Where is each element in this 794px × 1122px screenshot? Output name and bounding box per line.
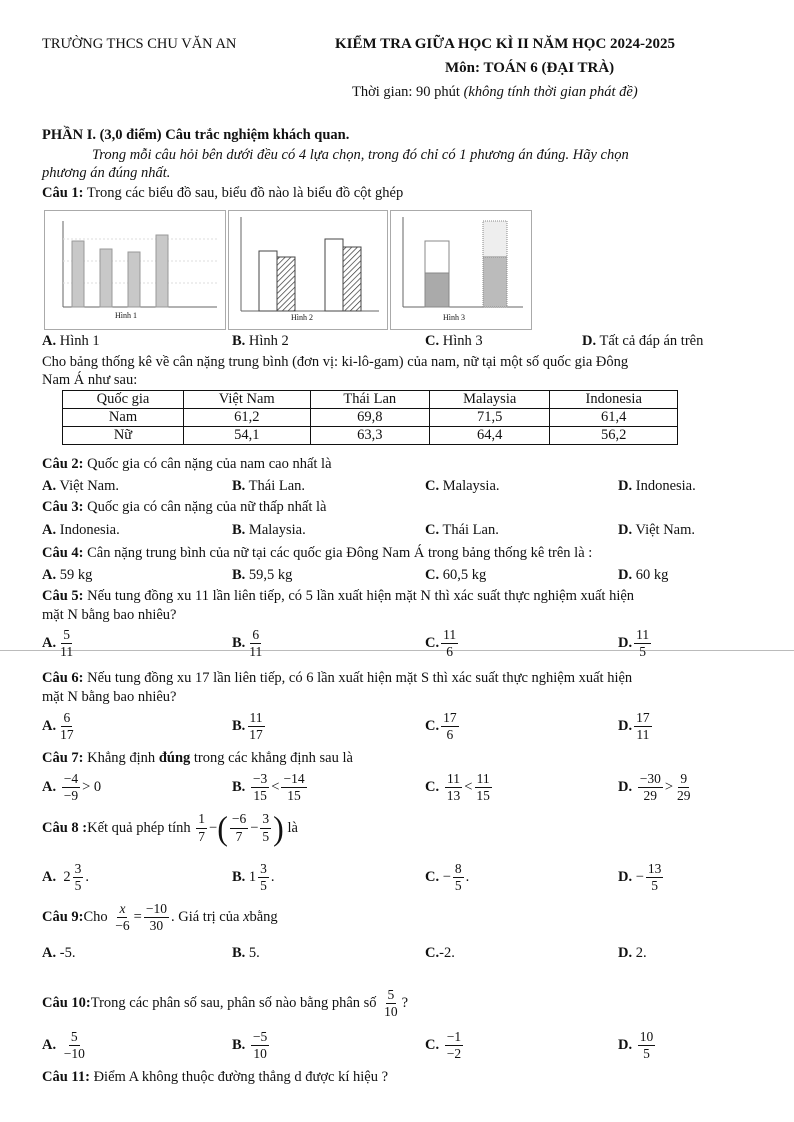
option-fraction bbox=[247, 628, 264, 659]
q7-stem bbox=[42, 750, 353, 767]
option-letter: D. bbox=[618, 635, 633, 651]
option-text: Hình 2 bbox=[245, 333, 289, 349]
option-fraction bbox=[62, 772, 80, 803]
q9-option-d[interactable] bbox=[618, 945, 647, 962]
denominator: 5 bbox=[639, 644, 646, 660]
option-fraction bbox=[441, 711, 459, 742]
numerator: 6 bbox=[250, 628, 261, 644]
denominator: 5 bbox=[454, 878, 462, 894]
option-text: 5. bbox=[245, 945, 260, 961]
numerator: −14 bbox=[281, 772, 306, 788]
option-letter: B. bbox=[232, 522, 246, 538]
table-header-cell: Malaysia bbox=[430, 391, 550, 409]
q1-option-a[interactable] bbox=[42, 333, 100, 350]
denominator: −9 bbox=[63, 788, 79, 804]
table-header-cell: Việt Nam bbox=[184, 391, 311, 409]
option-text: Việt Nam. bbox=[632, 522, 696, 538]
comparison: > 0 bbox=[82, 779, 102, 795]
q6-option-b[interactable] bbox=[232, 711, 267, 742]
option-fraction bbox=[58, 628, 75, 659]
numerator: 6 bbox=[61, 711, 72, 727]
equals-sign: = bbox=[133, 909, 142, 926]
option-text: 2. bbox=[632, 945, 647, 961]
option-letter: D. bbox=[582, 333, 597, 349]
numerator: x bbox=[117, 902, 127, 918]
table-cell: 64,4 bbox=[430, 427, 550, 445]
denominator: 17 bbox=[249, 727, 263, 743]
numerator: 11 bbox=[634, 628, 651, 644]
q8-option-c[interactable] bbox=[425, 862, 469, 893]
q10-option-a[interactable] bbox=[42, 1030, 89, 1061]
table-header-cell: Indonesia bbox=[550, 391, 678, 409]
denominator: 5 bbox=[643, 1046, 650, 1062]
q7-text-post: trong các khẳng định sau là bbox=[190, 750, 353, 766]
option-text: Việt Nam. bbox=[56, 478, 120, 494]
q8-text: Kết quả phép tính bbox=[87, 819, 191, 836]
option-fraction bbox=[247, 711, 265, 742]
table-cell: 63,3 bbox=[310, 427, 430, 445]
q3-text: Quốc gia có cân nặng của nữ thấp nhất là bbox=[83, 499, 327, 515]
q8-minus: − bbox=[209, 819, 218, 836]
numerator: 1 bbox=[196, 812, 207, 828]
option-letter: A. bbox=[42, 333, 57, 349]
q7-option-b[interactable] bbox=[232, 772, 309, 803]
q5-label: Câu 5: bbox=[42, 588, 84, 604]
numerator: 11 bbox=[445, 772, 462, 788]
option-text: Malaysia. bbox=[439, 478, 500, 494]
option-text: Tất cả đáp án trên bbox=[596, 333, 704, 349]
option-letter: A. bbox=[42, 478, 57, 494]
option-letter: C. bbox=[425, 635, 440, 651]
option-fraction bbox=[646, 862, 664, 893]
q7-option-a[interactable] bbox=[42, 772, 101, 803]
numerator: 10 bbox=[638, 1030, 656, 1046]
option-fraction bbox=[258, 862, 269, 893]
q6-option-c[interactable] bbox=[425, 711, 461, 742]
option-fraction bbox=[474, 772, 492, 803]
denominator: 13 bbox=[446, 788, 461, 804]
q9-option-b[interactable] bbox=[232, 945, 260, 962]
q8-stem bbox=[42, 809, 298, 847]
q1-text: Trong các biểu đồ sau, biểu đồ nào là biểu đồ cột ghép bbox=[83, 185, 404, 201]
q9-frac-rhs bbox=[144, 902, 169, 933]
denominator: 10 bbox=[253, 1046, 267, 1062]
q6-option-a[interactable] bbox=[42, 711, 78, 742]
numerator: 3 bbox=[73, 862, 84, 878]
q9-frac-lhs bbox=[113, 902, 131, 933]
q4-option-c[interactable] bbox=[425, 567, 486, 584]
option-text: 60,5 kg bbox=[439, 567, 487, 583]
denominator: 15 bbox=[253, 788, 267, 804]
q2-option-d[interactable] bbox=[618, 478, 696, 495]
option-fraction bbox=[634, 711, 652, 742]
comparison: < bbox=[464, 779, 473, 795]
left-paren: ( bbox=[217, 809, 228, 847]
option-fraction bbox=[675, 772, 693, 803]
option-letter: B. bbox=[232, 869, 246, 886]
option-letter: B. bbox=[232, 333, 246, 349]
option-fraction bbox=[445, 1030, 463, 1061]
table-cell: 61,2 bbox=[184, 409, 311, 427]
option-fraction bbox=[62, 1030, 87, 1061]
denominator: 15 bbox=[476, 788, 490, 804]
denominator: 7 bbox=[198, 828, 205, 844]
option-letter: B. bbox=[232, 635, 246, 651]
q7-option-d[interactable] bbox=[618, 772, 695, 803]
q10-option-c[interactable] bbox=[425, 1030, 465, 1061]
option-text: Malaysia. bbox=[245, 522, 306, 538]
q4-option-a[interactable] bbox=[42, 567, 92, 584]
option-letter: D. bbox=[618, 478, 633, 494]
numerator: 17 bbox=[441, 711, 459, 727]
q10-stem bbox=[42, 988, 408, 1019]
option-letter: B. bbox=[232, 1037, 246, 1053]
numerator: 11 bbox=[475, 772, 492, 788]
q9-label: Câu 9: bbox=[42, 909, 84, 926]
table-intro-line1: Cho bảng thống kê về cân nặng trung bình (đơn vị: ki-lô-gam) của nam, nữ tại một số quốc gia Đông bbox=[42, 354, 629, 370]
option-letter: A. bbox=[42, 869, 57, 886]
numerator: −30 bbox=[638, 772, 663, 788]
table-header-cell: Quốc gia bbox=[63, 391, 184, 409]
option-letter: C. bbox=[425, 945, 440, 961]
numerator: 13 bbox=[646, 862, 664, 878]
exam-title: KIỂM TRA GIỮA HỌC KÌ II NĂM HỌC 2024-2025 bbox=[335, 36, 676, 52]
denominator: 5 bbox=[260, 878, 267, 894]
q9-text-pre: Cho bbox=[83, 909, 108, 926]
q11-text: Điểm A không thuộc đường thẳng d được kí hiệu ? bbox=[89, 1069, 389, 1085]
option-letter: B. bbox=[232, 945, 246, 961]
table-cell: 61,4 bbox=[550, 409, 678, 427]
school-name: TRƯỜNG THCS CHU VĂN AN bbox=[42, 36, 237, 52]
option-fraction bbox=[638, 772, 663, 803]
table-row bbox=[63, 409, 678, 427]
option-letter: B. bbox=[232, 567, 246, 583]
q8-frac-c bbox=[260, 812, 271, 843]
option-letter: C. bbox=[425, 1037, 440, 1053]
q3-option-a[interactable] bbox=[42, 522, 120, 539]
numerator: −10 bbox=[144, 902, 169, 918]
denominator: 6 bbox=[446, 727, 454, 743]
numerator: 17 bbox=[634, 711, 652, 727]
q2-option-a[interactable] bbox=[42, 478, 119, 495]
q10-end: ? bbox=[401, 995, 409, 1012]
q2-option-c[interactable] bbox=[425, 478, 500, 495]
q10-frac bbox=[382, 988, 400, 1019]
q2-label: Câu 2: bbox=[42, 456, 84, 472]
exam-time-note: (không tính thời gian phát đề) bbox=[463, 84, 638, 100]
numerator: 3 bbox=[260, 812, 271, 828]
table-cell: 54,1 bbox=[184, 427, 311, 445]
q9-stem bbox=[42, 902, 278, 933]
q5-option-d[interactable] bbox=[618, 628, 653, 659]
option-letter: B. bbox=[232, 478, 246, 494]
option-fraction bbox=[441, 628, 458, 659]
option-text: 59 kg bbox=[56, 567, 93, 583]
option-letter: C. bbox=[425, 567, 440, 583]
table-cell: 71,5 bbox=[430, 409, 550, 427]
q9-option-a[interactable] bbox=[42, 945, 75, 962]
q1-label: Câu 1: bbox=[42, 185, 84, 201]
option-letter: A. bbox=[42, 945, 57, 961]
numerator: −6 bbox=[230, 812, 248, 828]
numerator: −1 bbox=[445, 1030, 463, 1046]
sign: − bbox=[442, 869, 451, 886]
option-letter: B. bbox=[232, 779, 246, 795]
figure-3-caption: Hình 3 bbox=[443, 313, 465, 322]
figure-2-chart bbox=[228, 210, 388, 330]
numerator: −5 bbox=[251, 1030, 269, 1046]
sign: − bbox=[635, 869, 644, 886]
option-fraction bbox=[251, 1030, 269, 1061]
q3-option-b[interactable] bbox=[232, 522, 306, 539]
q5-stem-line2: mặt N bằng bao nhiêu? bbox=[42, 607, 177, 623]
figure-2-svg bbox=[229, 211, 387, 329]
q8-option-d[interactable] bbox=[618, 862, 665, 893]
option-letter: A. bbox=[42, 1037, 57, 1053]
q10-option-d[interactable] bbox=[618, 1030, 657, 1061]
part1-instruction-line1: Trong mỗi câu hỏi bên dưới đều có 4 lựa chọn, trong đó chỉ có 1 phương án đúng. Hãy chọn bbox=[92, 147, 629, 163]
q6-stem-line2: mặt N bằng bao nhiêu? bbox=[42, 689, 177, 705]
option-letter: A. bbox=[42, 635, 57, 651]
denominator: 5 bbox=[262, 828, 270, 844]
denominator: 29 bbox=[677, 788, 691, 804]
option-letter: D. bbox=[618, 522, 633, 538]
option-text: Hình 3 bbox=[439, 333, 483, 349]
q4-text: Cân nặng trung bình của nữ tại các quốc gia Đông Nam Á trong bảng thống kê trên là : bbox=[83, 545, 593, 561]
option-letter: D. bbox=[618, 1037, 633, 1053]
denominator: 11 bbox=[249, 644, 263, 660]
option-letter: C. bbox=[425, 522, 440, 538]
option-letter: A. bbox=[42, 522, 57, 538]
option-letter: A. bbox=[42, 567, 57, 583]
option-fraction bbox=[638, 1030, 656, 1061]
q4-stem bbox=[42, 545, 592, 562]
q9-var: x bbox=[243, 909, 250, 926]
option-letter: D. bbox=[618, 718, 633, 734]
numerator: 5 bbox=[386, 988, 397, 1004]
weight-stat-table bbox=[62, 390, 678, 445]
numerator: −4 bbox=[62, 772, 80, 788]
q5-text: Nếu tung đồng xu 11 lần liên tiếp, có 5 lần xuất hiện mặt N thì xác suất thực nghiệm xuất hiện bbox=[83, 588, 635, 604]
q4-label: Câu 4: bbox=[42, 545, 84, 561]
q8-minus-inner: − bbox=[250, 819, 259, 836]
q1-option-d[interactable] bbox=[582, 333, 703, 350]
option-text: Thái Lan. bbox=[245, 478, 306, 494]
q9-option-c[interactable] bbox=[425, 945, 455, 962]
q6-stem-line1 bbox=[42, 670, 632, 687]
q4-option-b[interactable] bbox=[232, 567, 292, 584]
option-letter: C. bbox=[425, 478, 440, 494]
numerator: 9 bbox=[678, 772, 689, 788]
option-text: -2. bbox=[439, 945, 455, 961]
option-text: Indonesia. bbox=[632, 478, 696, 494]
numerator: 3 bbox=[258, 862, 269, 878]
option-letter: D. bbox=[618, 945, 633, 961]
option-letter: C. bbox=[425, 333, 440, 349]
denominator: 6 bbox=[446, 644, 453, 660]
q5-option-a[interactable] bbox=[42, 628, 77, 659]
q6-option-d[interactable] bbox=[618, 711, 654, 742]
numerator: −3 bbox=[251, 772, 269, 788]
q10-label: Câu 10: bbox=[42, 995, 91, 1012]
exam-subject: Môn: TOÁN 6 (ĐẠI TRÀ) bbox=[445, 60, 615, 76]
table-cell: 56,2 bbox=[550, 427, 678, 445]
table-intro-line2: Nam Á như sau: bbox=[42, 372, 138, 388]
option-text: Hình 1 bbox=[56, 333, 100, 349]
q8-frac-b bbox=[230, 812, 248, 843]
comparison: < bbox=[271, 779, 280, 795]
option-letter: A. bbox=[42, 718, 57, 734]
exam-time bbox=[352, 84, 638, 101]
numerator: 11 bbox=[248, 711, 265, 727]
option-fraction bbox=[281, 772, 306, 803]
q2-text: Quốc gia có cân nặng của nam cao nhất là bbox=[83, 456, 332, 472]
option-fraction bbox=[58, 711, 76, 742]
q9-text-post: . Giá trị của bbox=[170, 909, 240, 926]
q10-text: Trong các phân số sau, phân số nào bằng phân số bbox=[90, 995, 377, 1012]
mixed-whole: 1 bbox=[248, 869, 257, 886]
option-text: Indonesia. bbox=[56, 522, 120, 538]
table-row bbox=[63, 427, 678, 445]
option-letter: C. bbox=[425, 779, 440, 795]
q3-label: Câu 3: bbox=[42, 499, 84, 515]
option-fraction bbox=[251, 772, 269, 803]
q8-option-b[interactable] bbox=[232, 862, 275, 893]
q2-option-b[interactable] bbox=[232, 478, 305, 495]
q6-label: Câu 6: bbox=[42, 670, 84, 686]
q3-option-c[interactable] bbox=[425, 522, 499, 539]
denominator: −10 bbox=[63, 1046, 85, 1062]
exam-time-prefix: Thời gian: 90 phút bbox=[352, 84, 464, 100]
denominator: −2 bbox=[446, 1046, 462, 1062]
q8-frac-a bbox=[196, 812, 207, 843]
mixed-whole: 2 bbox=[63, 869, 71, 886]
option-text: -5. bbox=[56, 945, 76, 961]
option-letter: D. bbox=[618, 567, 633, 583]
q2-stem bbox=[42, 456, 332, 473]
numerator: 11 bbox=[441, 628, 458, 644]
right-paren: ) bbox=[273, 809, 284, 847]
option-letter: B. bbox=[232, 718, 246, 734]
q10-option-b[interactable] bbox=[232, 1030, 271, 1061]
table-cell: 69,8 bbox=[310, 409, 430, 427]
q7-option-c[interactable] bbox=[425, 772, 494, 803]
comparison: > bbox=[664, 779, 674, 795]
denominator: 5 bbox=[74, 878, 82, 894]
denominator: 5 bbox=[651, 878, 659, 894]
option-end: . bbox=[270, 869, 275, 886]
option-fraction bbox=[634, 628, 651, 659]
q9-text-end: bằng bbox=[249, 909, 278, 926]
option-letter: C. bbox=[425, 718, 440, 734]
option-fraction bbox=[73, 862, 84, 893]
scan-line bbox=[0, 650, 794, 651]
figure-1-chart bbox=[44, 210, 226, 330]
option-letter: D. bbox=[618, 869, 633, 886]
denominator: 15 bbox=[287, 788, 301, 804]
q8-option-a[interactable] bbox=[42, 862, 89, 893]
q3-stem bbox=[42, 499, 327, 516]
option-end: . bbox=[85, 869, 89, 886]
table-header-row bbox=[63, 391, 678, 409]
denominator: 10 bbox=[384, 1004, 398, 1020]
option-letter: A. bbox=[42, 779, 57, 795]
q7-text-emphasis: đúng bbox=[158, 750, 191, 766]
denominator: 11 bbox=[636, 727, 650, 743]
q5-option-b[interactable] bbox=[232, 628, 266, 659]
q3-option-d[interactable] bbox=[618, 522, 695, 539]
denominator: 7 bbox=[235, 828, 243, 844]
q7-label: Câu 7: bbox=[42, 750, 84, 766]
q6-text: Nếu tung đồng xu 17 lần liên tiếp, có 6 lần xuất hiện mặt S thì xác suất thực nghiệm xuất hiện bbox=[83, 670, 633, 686]
numerator: 5 bbox=[61, 628, 72, 644]
option-end: . bbox=[465, 869, 470, 886]
q5-option-c[interactable] bbox=[425, 628, 460, 659]
figure-3-svg bbox=[391, 211, 531, 329]
q5-stem-line1 bbox=[42, 588, 634, 605]
option-text: Thái Lan. bbox=[439, 522, 499, 538]
denominator: 30 bbox=[149, 918, 164, 934]
q11-label: Câu 11: bbox=[42, 1069, 90, 1085]
q4-option-d[interactable] bbox=[618, 567, 668, 584]
table-cell: Nữ bbox=[63, 427, 184, 445]
q11-stem bbox=[42, 1069, 388, 1086]
option-text: 60 kg bbox=[632, 567, 669, 583]
option-fraction bbox=[453, 862, 464, 893]
option-letter: C. bbox=[425, 869, 440, 886]
q8-suffix: là bbox=[287, 819, 298, 836]
numerator: 8 bbox=[453, 862, 464, 878]
part1-title: PHẦN I. (3,0 điểm) Câu trắc nghiệm khách quan. bbox=[42, 127, 350, 143]
q1-option-c[interactable] bbox=[425, 333, 483, 350]
option-fraction bbox=[445, 772, 463, 803]
part1-instruction-line2: phương án đúng nhất. bbox=[42, 165, 171, 181]
numerator: 5 bbox=[69, 1030, 80, 1046]
denominator: −6 bbox=[115, 918, 130, 934]
option-text: 59,5 kg bbox=[245, 567, 293, 583]
table-cell: Nam bbox=[63, 409, 184, 427]
figure-1-caption: Hình 1 bbox=[115, 311, 137, 320]
q1-stem bbox=[42, 185, 403, 202]
q1-option-b[interactable] bbox=[232, 333, 289, 350]
option-letter: D. bbox=[618, 779, 633, 795]
table-header-cell: Thái Lan bbox=[310, 391, 430, 409]
figure-2-caption: Hình 2 bbox=[291, 313, 313, 322]
figure-3-chart bbox=[390, 210, 532, 330]
denominator: 17 bbox=[60, 727, 74, 743]
denominator: 11 bbox=[60, 644, 74, 660]
q8-label: Câu 8 : bbox=[42, 819, 88, 836]
q7-text-pre: Khẳng định bbox=[83, 750, 159, 766]
denominator: 29 bbox=[643, 788, 658, 804]
